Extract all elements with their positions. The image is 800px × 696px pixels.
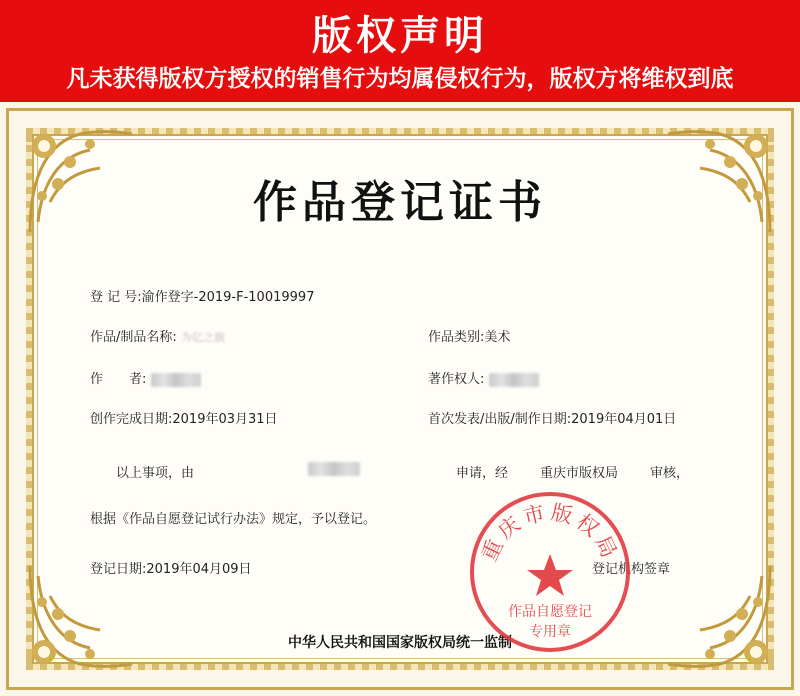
first-publish-label: 首次发表/出版/制作日期: [428, 412, 572, 427]
statement-line2: 根据《作品自愿登记试行办法》规定，予以登记。 [90, 512, 377, 527]
statement-review: 审核， [650, 466, 690, 481]
copyright-owner-redacted [489, 373, 539, 387]
statement-intro: 以上事项，由 [116, 466, 195, 481]
issuer-line: 中华人民共和国国家版权局统一监制 [288, 635, 512, 651]
seal-star-icon [527, 554, 573, 596]
seal-top-text: 重庆市版权局 [477, 500, 623, 565]
first-publish-date [428, 408, 676, 427]
registration-date-label: 登记日期: [90, 562, 147, 577]
author-redacted [151, 373, 201, 387]
work-type [428, 326, 510, 345]
author [90, 368, 201, 387]
work-name-label: 作品/制品名称: [90, 330, 177, 345]
banner-subtitle: 凡未获得版权方授权的销售行为均属侵权行为，版权方将维权到底 [66, 66, 734, 92]
signature-label: 登记机构签章 [592, 562, 671, 577]
work-type-value: 美术 [484, 330, 511, 345]
statement-apply: 申请，经 [456, 466, 509, 481]
applicant-redacted [308, 462, 360, 476]
registration-number [90, 286, 314, 305]
work-name [90, 326, 225, 345]
corner-ornament-icon [660, 556, 780, 676]
banner-title: 版权声明 [312, 13, 488, 59]
registration-date [90, 558, 252, 577]
registration-number-label: 登 记 号: [90, 290, 142, 305]
certificate [0, 102, 800, 696]
first-publish-value: 2019年04月01日 [571, 412, 677, 427]
author-label: 作 者: [90, 372, 147, 387]
copyright-owner [428, 368, 539, 387]
seal-bottom-line2: 专用章 [529, 624, 571, 640]
work-type-label: 作品类别: [428, 330, 485, 345]
seal-bottom-line1: 作品自愿登记 [508, 604, 592, 620]
registration-number-value: 渝作登字-2019-F-10019997 [141, 290, 315, 305]
creation-date [90, 408, 278, 427]
creation-date-value: 2019年03月31日 [172, 412, 278, 427]
creation-date-label: 创作完成日期: [90, 412, 173, 427]
work-name-value: 为亿之旗 [180, 331, 225, 344]
certificate-title: 作品登记证书 [253, 177, 547, 228]
statement-authority: 重庆市版权局 [540, 466, 619, 481]
registration-date-value: 2019年04月09日 [146, 562, 252, 577]
official-seal-stamp [466, 488, 634, 656]
copyright-banner [0, 0, 800, 102]
copyright-owner-label: 著作权人: [428, 372, 485, 387]
